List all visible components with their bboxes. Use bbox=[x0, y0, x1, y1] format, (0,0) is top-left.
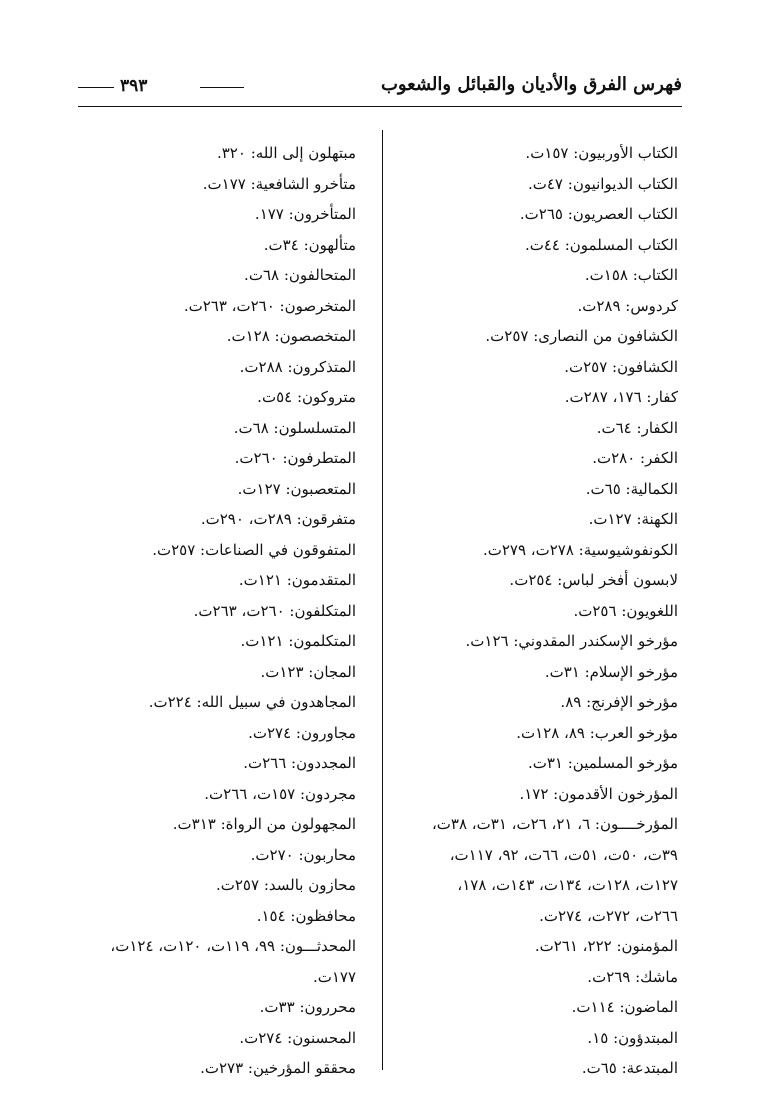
index-entry: الكتاب الديوانيون: ٤٧ت. bbox=[527, 174, 678, 193]
index-entry: الكتاب المسلمون: ٤٤ت. bbox=[524, 235, 678, 254]
index-entry: المتطرفون: ٢٦٠ت. bbox=[234, 449, 356, 467]
index-column-right bbox=[388, 138, 678, 1084]
header-dash-left bbox=[78, 87, 114, 88]
index-entry: المجان: ١٢٣ت. bbox=[260, 662, 356, 681]
index-entry: الكتاب: ١٥٨ت. bbox=[584, 266, 678, 284]
index-entry: اللغويون: ٢٥٦ت. bbox=[573, 601, 678, 620]
index-entry: المتكلفون: ٢٦٠ت، ٢٦٣ت. bbox=[193, 601, 356, 620]
index-entry: المتعصبون: ١٢٧ت. bbox=[237, 479, 356, 498]
index-entry: المجهولون من الرواة: ٣١٣ت. bbox=[172, 815, 356, 833]
index-entry: مجردون: ١٥٧ت، ٢٦٦ت. bbox=[204, 784, 356, 803]
index-entry: متأخرو الشافعية: ١٧٧ت. bbox=[202, 174, 356, 193]
page-number: ٣٩٣ bbox=[120, 76, 148, 96]
index-entry: الكهنة: ١٢٧ت. bbox=[588, 510, 678, 528]
column-divider bbox=[382, 130, 383, 1070]
index-entry: كفار: ١٧٦، ٢٨٧ت. bbox=[564, 388, 678, 406]
index-entry: ماشك: ٢٦٩ت. bbox=[587, 967, 678, 986]
index-entry: المحدثـــون: ٩٩، ١١٩ت، ١٢٠ت، ١٢٤ت، bbox=[110, 937, 356, 955]
running-title: فهرس الفرق والأديان والقبائل والشعوب bbox=[380, 74, 682, 95]
index-entry: الكتاب العصريون: ٢٦٥ت. bbox=[519, 205, 678, 223]
index-entry: الكشافون: ٢٥٧ت. bbox=[564, 357, 678, 376]
index-entry: المؤرخــــون: ٦، ٢١، ٢٦ت، ٣١ت، ٣٨ت، bbox=[431, 815, 678, 833]
index-entry: متألهون: ٣٤ت. bbox=[263, 235, 356, 254]
index-entry: ٣٩ت، ٥٠ت، ٥١ت، ٦٦ت، ٩٢، ١١٧ت، bbox=[449, 845, 678, 864]
index-entry: محررون: ٣٣ت. bbox=[259, 998, 356, 1016]
index-entry: ٢٦٦ت، ٢٧٢ت، ٢٧٤ت. bbox=[539, 906, 678, 925]
index-entry: متروكون: ٥٤ت. bbox=[257, 388, 356, 406]
index-entry: المتحالفون: ٦٨ت. bbox=[244, 266, 356, 284]
index-entry: الكفر: ٢٨٠ت. bbox=[592, 449, 678, 467]
index-entry: المتقدمون: ١٢١ت. bbox=[238, 571, 356, 589]
index-entry: المبتدعة: ٦٥ت. bbox=[581, 1059, 678, 1077]
index-entry: المجاهدون في سبيل الله: ٢٢٤ت. bbox=[148, 693, 356, 711]
index-entry: المتكلمون: ١٢١ت. bbox=[240, 632, 356, 650]
index-entry: مؤرخو الإسكندر المقدوني: ١٢٦ت. bbox=[465, 632, 678, 650]
index-entry: محازون بالسد: ٢٥٧ت. bbox=[215, 876, 356, 894]
index-entry: ١٢٧ت، ١٢٨ت، ١٣٤ت، ١٤٣ت، ١٧٨، bbox=[457, 876, 678, 894]
index-entry: مؤرخو الإفرنج: ٨٩. bbox=[560, 693, 678, 711]
index-entry: الكشافون من النصارى: ٢٥٧ت. bbox=[485, 327, 678, 345]
index-entry: مؤرخو الإسلام: ٣١ت. bbox=[544, 662, 678, 681]
page-header bbox=[78, 68, 682, 108]
index-entry: الكونفوشيوسية: ٢٧٨ت، ٢٧٩ت. bbox=[482, 540, 678, 559]
index-entry: المؤرخون الأقدمون: ١٧٢. bbox=[519, 784, 678, 803]
index-entry: المتأخرون: ١٧٧. bbox=[254, 205, 356, 223]
index-entry: مجاورون: ٢٧٤ت. bbox=[248, 723, 356, 742]
header-dash-right bbox=[200, 87, 244, 88]
index-column-left bbox=[66, 138, 356, 1084]
index-entry: المؤمنون: ٢٢٢، ٢٦١ت. bbox=[534, 937, 678, 955]
index-entry: الكفار: ٦٤ت. bbox=[596, 418, 678, 437]
index-entry: الماضون: ١١٤ت. bbox=[571, 998, 678, 1016]
index-entry: ١٧٧ت. bbox=[312, 967, 356, 986]
index-entry: محاربون: ٢٧٠ت. bbox=[250, 845, 356, 864]
index-entry: محافظون: ١٥٤. bbox=[256, 906, 356, 925]
index-entry: مؤرخو العرب: ٨٩، ١٢٨ت. bbox=[516, 723, 678, 742]
index-entry: الكتاب الأوربيون: ١٥٧ت. bbox=[525, 144, 678, 162]
index-entry: المحسنون: ٢٧٤ت. bbox=[239, 1028, 356, 1047]
index-entry: لابسون أفخر لباس: ٢٥٤ت. bbox=[509, 571, 678, 589]
index-entry: المتخرصون: ٢٦٠ت، ٢٦٣ت. bbox=[183, 296, 356, 315]
index-entry: المتذكرون: ٢٨٨ت. bbox=[239, 357, 356, 376]
index-entry: الكمالية: ٦٥ت. bbox=[585, 479, 678, 498]
index-entry: المتخصصون: ١٢٨ت. bbox=[226, 327, 356, 345]
index-entry: مؤرخو المسلمين: ٣١ت. bbox=[527, 754, 678, 772]
index-entry: كردوس: ٢٨٩ت. bbox=[577, 296, 678, 315]
index-entry: محققو المؤرخين: ٢٧٣ت. bbox=[200, 1059, 356, 1077]
index-entry: المتسلسلون: ٦٨ت. bbox=[233, 418, 356, 437]
index-entry: المبتدؤون: ١٥. bbox=[587, 1028, 678, 1047]
index-entry: المتفوقون في الصناعات: ٢٥٧ت. bbox=[152, 540, 356, 559]
header-rule bbox=[78, 106, 682, 107]
index-entry: متفرقون: ٢٨٩ت، ٢٩٠ت. bbox=[200, 510, 356, 528]
index-entry: المجددون: ٢٦٦ت. bbox=[243, 754, 356, 772]
index-entry: مبتهلون إلى الله: ٣٢٠. bbox=[216, 144, 356, 162]
